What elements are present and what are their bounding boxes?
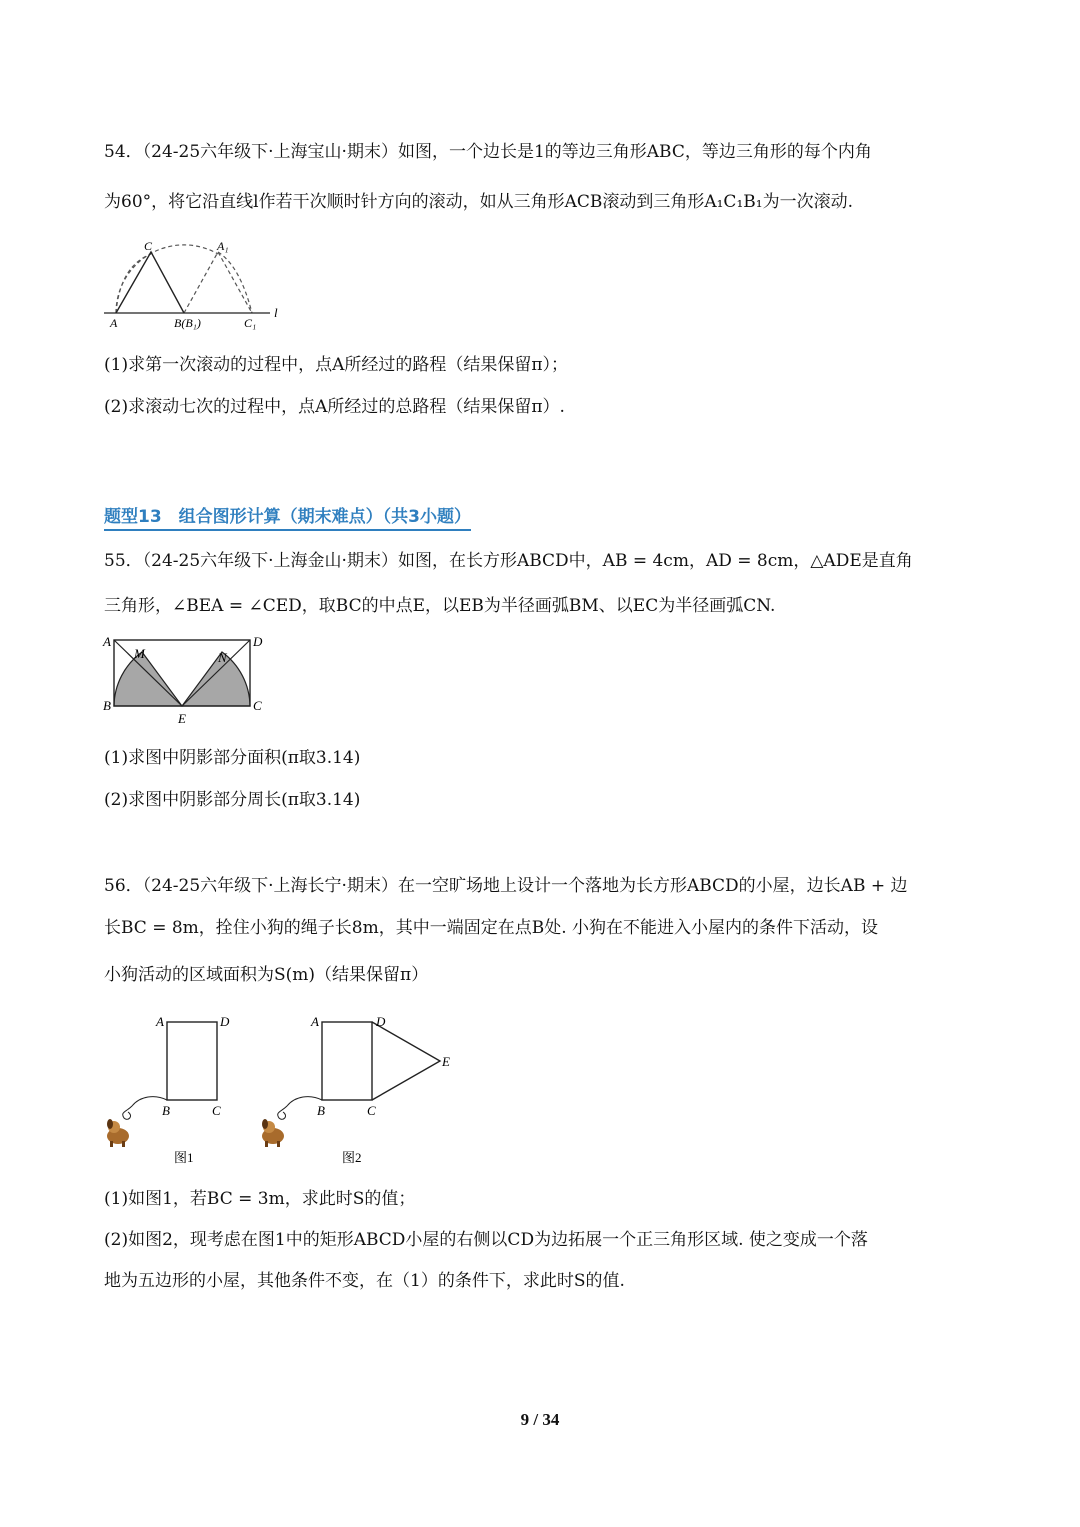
label-c: C xyxy=(144,239,153,253)
q56-sub2: (2)如图2，现考虑在图1中的矩形ABCD小屋的右侧以CD为边拓展一个正三角形区域. 使之变成一个落 xyxy=(104,1230,868,1250)
shaded-right xyxy=(182,652,250,706)
q56-text-line2: 长BC = 8m，拴住小狗的绳子长8m，其中一端固定在点B处. 小狗在不能进入小屋内的条件下活动，设 xyxy=(104,918,879,938)
dog-rope xyxy=(278,1097,322,1120)
label-l: l xyxy=(274,305,278,320)
rect-abcd xyxy=(322,1022,372,1100)
page-number: 9 / 34 xyxy=(520,1410,560,1429)
label-m: M xyxy=(134,646,145,661)
q56-text-line3: 小狗活动的区域面积为S(m)（结果保留π） xyxy=(104,965,429,985)
q55-sub2: (2)求图中阴影部分周长(π取3.14) xyxy=(104,790,361,810)
label-b: B(B₁) xyxy=(174,316,201,330)
q54-figure xyxy=(100,236,290,336)
label-a: A xyxy=(103,634,111,649)
shaded-left xyxy=(114,652,182,706)
q55-text-line2: 三角形，∠BEA = ∠CED，取BC的中点E，以EB为半径画弧BM、以EC为半径画弧CN. xyxy=(104,596,776,616)
fig1-caption: 图1 xyxy=(174,1150,194,1165)
q55-text-line1: 55．（24-25六年级下·上海金山·期末）如图，在长方形ABCD中，AB = 4cm，AD = 8cm，△ADE是直角 xyxy=(104,551,913,571)
q56-figure-1 xyxy=(100,1008,250,1168)
q54-text-line1: 54．（24-25六年级下·上海宝山·期末）如图，一个边长是1的等边三角形ABC，等边三角形的每个内角 xyxy=(104,142,872,162)
section-heading[interactable]: 题型13 组合图形计算（期末难点）（共3小题） xyxy=(104,502,471,531)
label-b: B xyxy=(162,1103,170,1118)
label-a: A xyxy=(311,1014,319,1029)
q54-sub2: (2)求滚动七次的过程中，点A所经过的总路程（结果保留π）. xyxy=(104,397,565,417)
q56-sub3: 地为五边形的小屋，其他条件不变，在（1）的条件下，求此时S的值. xyxy=(104,1271,625,1291)
label-a1: A₁ xyxy=(217,239,229,253)
label-c: C xyxy=(253,698,262,713)
label-c: C xyxy=(367,1103,376,1118)
label-c: C xyxy=(212,1103,221,1118)
label-e: E xyxy=(178,711,186,726)
label-a: A xyxy=(156,1014,164,1029)
triangle-acb xyxy=(116,252,184,313)
q56-sub1: (1)如图1，若BC = 3m，求此时S的值； xyxy=(104,1189,416,1209)
q55-figure xyxy=(100,632,275,728)
q56-figure-2 xyxy=(252,1008,462,1168)
label-e: E xyxy=(442,1054,450,1069)
q54-text-line2: 为60°，将它沿直线l作若干次顺时针方向的滚动，如从三角形ACB滚动到三角形A₁C₁B₁为一次滚动. xyxy=(104,192,853,212)
label-d: D xyxy=(220,1014,230,1029)
label-n: N xyxy=(218,650,227,665)
q56-text-line1: 56．（24-25六年级下·上海长宁·期末）在一空旷场地上设计一个落地为长方形ABCD的小屋，边长AB + 边 xyxy=(104,876,908,896)
label-c1: C₁ xyxy=(244,316,257,330)
triangle-cde xyxy=(372,1022,440,1100)
dog-icon xyxy=(107,1119,129,1147)
label-b: B xyxy=(317,1103,325,1118)
dog-icon xyxy=(262,1119,284,1147)
q55-sub1: (1)求图中阴影部分面积(π取3.14) xyxy=(104,748,361,768)
triangle-a1c1b1 xyxy=(184,252,252,313)
label-d: D xyxy=(253,634,263,649)
label-d: D xyxy=(376,1014,386,1029)
q54-sub1: (1)求第一次滚动的过程中，点A所经过的路程（结果保留π）； xyxy=(104,355,569,375)
label-b: B xyxy=(103,698,111,713)
label-a: A xyxy=(110,316,118,330)
fig2-caption: 图2 xyxy=(342,1150,362,1165)
rect-abcd xyxy=(167,1022,217,1100)
dog-rope xyxy=(123,1097,167,1120)
